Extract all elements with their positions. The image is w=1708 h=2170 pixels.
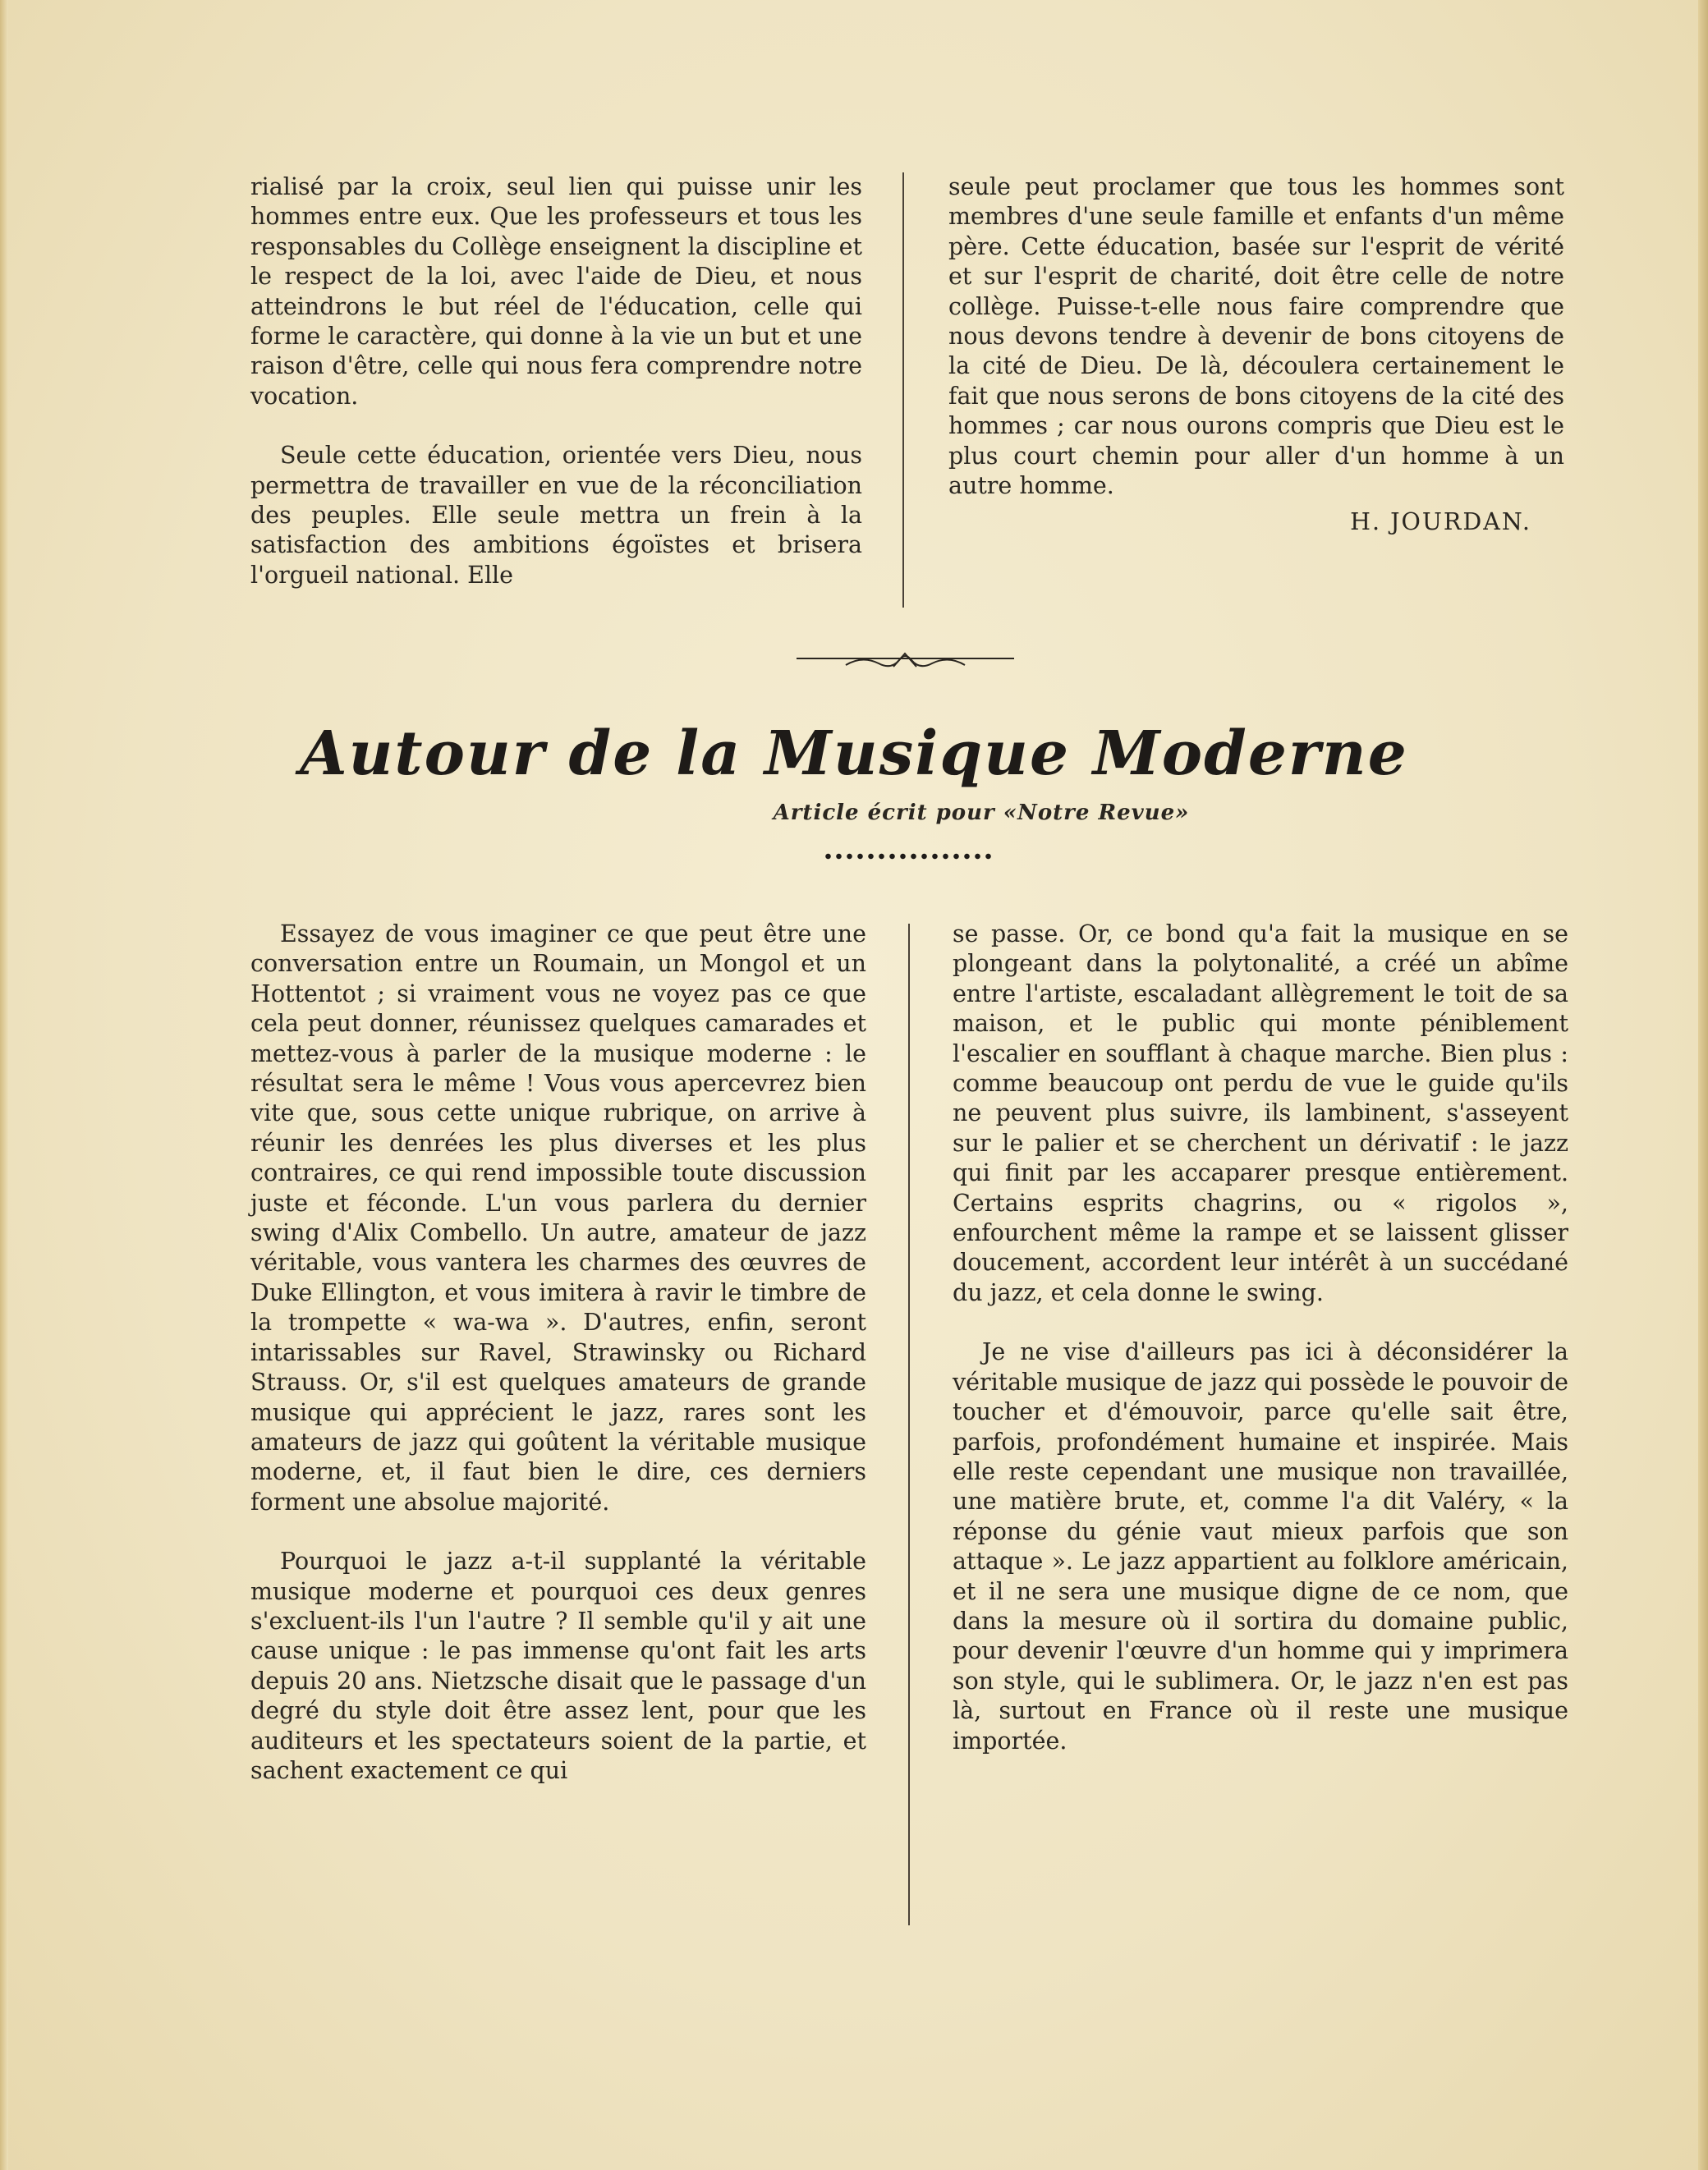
page-edge-left <box>0 0 8 2170</box>
author-signature: H. JOURDAN. <box>1350 508 1531 536</box>
paragraph: rialisé par la croix, seul lien qui puisse unir les hommes entre eux. Que les professeurs et tous les responsables du Collège enseignent la discipline et le respect de la loi, avec l'aide de Dieu, et nous atteindrons le but réel de l'éducation, celle qui forme le caractère, qui donne à la vie un but et une raison d'être, celle qui nous fera comprendre notre vocation. <box>250 173 862 410</box>
page-edge-right <box>1698 0 1708 2170</box>
article-subtitle: Article écrit pour «Notre Revue» <box>773 801 1190 825</box>
paragraph: seule peut proclamer que tous les hommes sont membres d'une seule famille et enfants d'un même père. Cette éducation, basée sur l'esprit de vérité et sur l'esprit de charité, doit être celle de notre collège. Puisse-t-elle nous faire comprendre que nous devons tendre à devenir de bons citoyens de la cité de Dieu. De là, découlera certainement le fait que nous serons de bons citoyens de la cité des hommes ; car nous ourons compris que Dieu est le plus court chemin pour aller d'un homme à un autre homme. <box>948 173 1564 500</box>
column-divider <box>908 924 910 1925</box>
article-title: Autour de la Musique Moderne <box>300 718 1408 789</box>
paragraph: Essayez de vous imaginer ce que peut être une conversation entre un Roumain, un Mongol et un Hottentot ; si vraiment vous ne voyez pas ce que cela peut donner, réunissez quelques camarades et mettez-vous à parler de la musique moderne : le résultat sera le même ! Vous vous apercevrez bien vite que, sous cette unique rubrique, on arrive à réunir les denrées les plus diverses et les plus contraires, ce qui rend impossible toute discussion juste et féconde. L'un vous parlera du dernier swing d'Alix Combello. Un autre, amateur de jazz véritable, vous vantera les charmes des œuvres de Duke Ellington, et vous imitera à ravir le timbre de la trompette « wa-wa ». D'autres, enfin, seront intarissables sur Ravel, Strawinsky ou Richard Strauss. Or, s'il est quelques amateurs de grande musique qui apprécient le jazz, rares sont les amateurs de jazz qui goûtent la véritable musique moderne, et, il faut bien le dire, ces derniers forment une absolue majorité. <box>250 920 866 1516</box>
column-divider <box>902 172 904 608</box>
paragraph: Seule cette éducation, orientée vers Dieu, nous permettra de travailler en vue de la réconciliation des peuples. Elle seule mettra un frein à la satisfaction des ambitions égoïstes et brisera l'orgueil national. Elle <box>250 442 862 589</box>
paragraph: Je ne vise d'ailleurs pas ici à déconsidérer la véritable musique de jazz qui possède le pouvoir de toucher et d'émouvoir, parce qu'elle sait être, parfois, profondément humaine et inspirée. Mais elle reste cependant une musique non travaillée, une matière brute, et, comme l'a dit Valéry, « la réponse du génie vaut mieux parfois que son attaque ». Le jazz appartient au folklore américain, et il ne sera une musique digne de ce nom, que dans la mesure où il sortira du domaine public, pour devenir l'œuvre d'un homme qui y imprimera son style, qui le sublimera. Or, le jazz n'en est pas là, surtout en France où il reste une musique importée. <box>953 1338 1568 1755</box>
paragraph: se passe. Or, ce bond qu'a fait la musique en se plongeant dans la polytonalité, a créé un abîme entre l'artiste, escaladant allègrement le toit de sa maison, et le public qui monte péniblement l'escalier en soufflant à chaque marche. Bien plus : comme beaucoup ont perdu de vue le guide qu'ils ne peuvent plus suivre, ils lambinent, s'asseyent sur le palier et se cherchent un dérivatif : le jazz qui finit par les accaparer presque entièrement. Certains esprits chagrins, ou « rigolos », enfourchent même la rampe et se laissent glisser doucement, accordent leur intérêt à un succédané du jazz, et cela donne le swing. <box>953 920 1568 1306</box>
ornament-separator-icon <box>797 649 1014 673</box>
top-right-column <box>948 172 1564 538</box>
paragraph: Pourquoi le jazz a-t-il supplanté la véritable musique moderne et pourquoi ces deux genres s'excluent-ils l'un l'autre ? Il semble qu'il y ait une cause unique : le pas immense qu'ont fait les arts depuis 20 ans. Nietzsche disait que le passage d'un degré du style doit être assez lent, pour que les auditeurs et les spectateurs soient de la partie, et sachent exactement ce qui <box>250 1548 866 1784</box>
top-left-column <box>250 172 862 590</box>
article-right-column <box>953 920 1568 1756</box>
dotted-separator <box>823 852 994 860</box>
article-left-column <box>250 920 866 1786</box>
